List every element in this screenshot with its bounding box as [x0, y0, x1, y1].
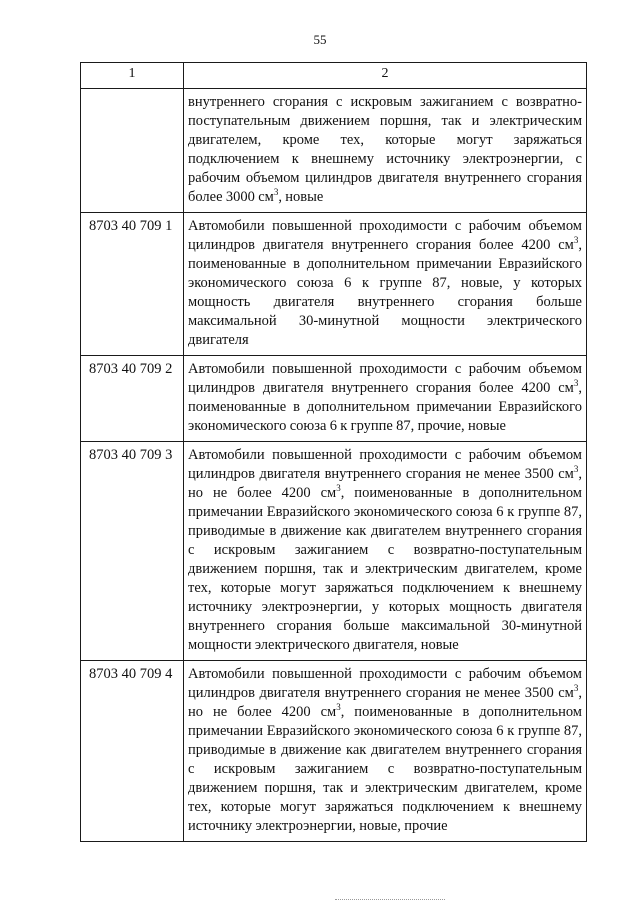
page-number: 55	[313, 32, 327, 47]
superscript-3: 3	[336, 483, 341, 494]
superscript-3: 3	[336, 702, 341, 713]
description-cell: Автомобили повышенной проходимости с рабочим объемом цилиндров двигателя внутреннего сгорания более 4200 $см^3$, поименованные в дополнительном примечании Евразийского экономического союза 6 к группе 87, прочие, новые	[184, 356, 587, 442]
code-cell: 8703 40 709 4	[81, 661, 184, 842]
table-row	[81, 89, 587, 213]
scan-artifact-line	[335, 899, 445, 900]
tariff-code-table	[80, 62, 587, 842]
superscript-3: 3	[573, 235, 579, 246]
code-cell: 8703 40 709 2	[81, 356, 184, 442]
table-row	[81, 442, 587, 661]
column-header-description: 2	[184, 63, 587, 89]
superscript-3: 3	[573, 378, 579, 389]
description-cell: Автомобили повышенной проходимости с рабочим объемом цилиндров двигателя внутреннего сгорания не менее 3500 $см^3$, но не более 4200 $см^3$, поименованные в дополнительном примечании Евразийского экономического союза 6 к группе 87, приводимые в движение как двигателем внутреннего сгорания с искровым зажиганием с возвратно-поступательным движением поршня, так и электрическим двигателем, кроме тех, которые могут заряжаться подключением к внешнему источнику электроэнергии, у которых мощность двигателя внутреннего сгорания больше максимальной 30-минутной мощности электрического двигателя, новые	[184, 442, 587, 661]
code-cell	[81, 89, 184, 213]
column-header-code: 1	[81, 63, 184, 89]
table-row	[81, 213, 587, 356]
code-cell: 8703 40 709 1	[81, 213, 184, 356]
table-row	[81, 356, 587, 442]
table-row	[81, 661, 587, 842]
description-cell: внутреннего сгорания с искровым зажиганием с возвратно-поступательным движением поршня, так и электрическим двигателем, кроме тех, которые могут заряжаться подключением к внешнему источнику электроэнергии, с рабочим объемом цилиндров двигателя внутреннего сгорания более 3000 $см^3$, новые	[184, 89, 587, 213]
superscript-3: 3	[573, 683, 579, 694]
superscript-3: 3	[573, 464, 579, 475]
description-cell: Автомобили повышенной проходимости с рабочим объемом цилиндров двигателя внутреннего сгорания более 4200 $см^3$, поименованные в дополнительном примечании Евразийского экономического союза 6 к группе 87, новые, у которых мощность двигателя внутреннего сгорания больше максимальной 30-минутной мощности электрического двигателя	[184, 213, 587, 356]
code-cell: 8703 40 709 3	[81, 442, 184, 661]
description-cell: Автомобили повышенной проходимости с рабочим объемом цилиндров двигателя внутреннего сгорания не менее 3500 $см^3$, но не более 4200 $см^3$, поименованные в дополнительном примечании Евразийского экономического союза 6 к группе 87, приводимые в движение как двигателем внутреннего сгорания с искровым зажиганием с возвратно-поступательным движением поршня, так и электрическим двигателем, кроме тех, которые могут заряжаться подключением к внешнему источнику электроэнергии, новые, прочие	[184, 661, 587, 842]
table-header-row	[81, 63, 587, 89]
superscript-3: 3	[273, 187, 279, 198]
